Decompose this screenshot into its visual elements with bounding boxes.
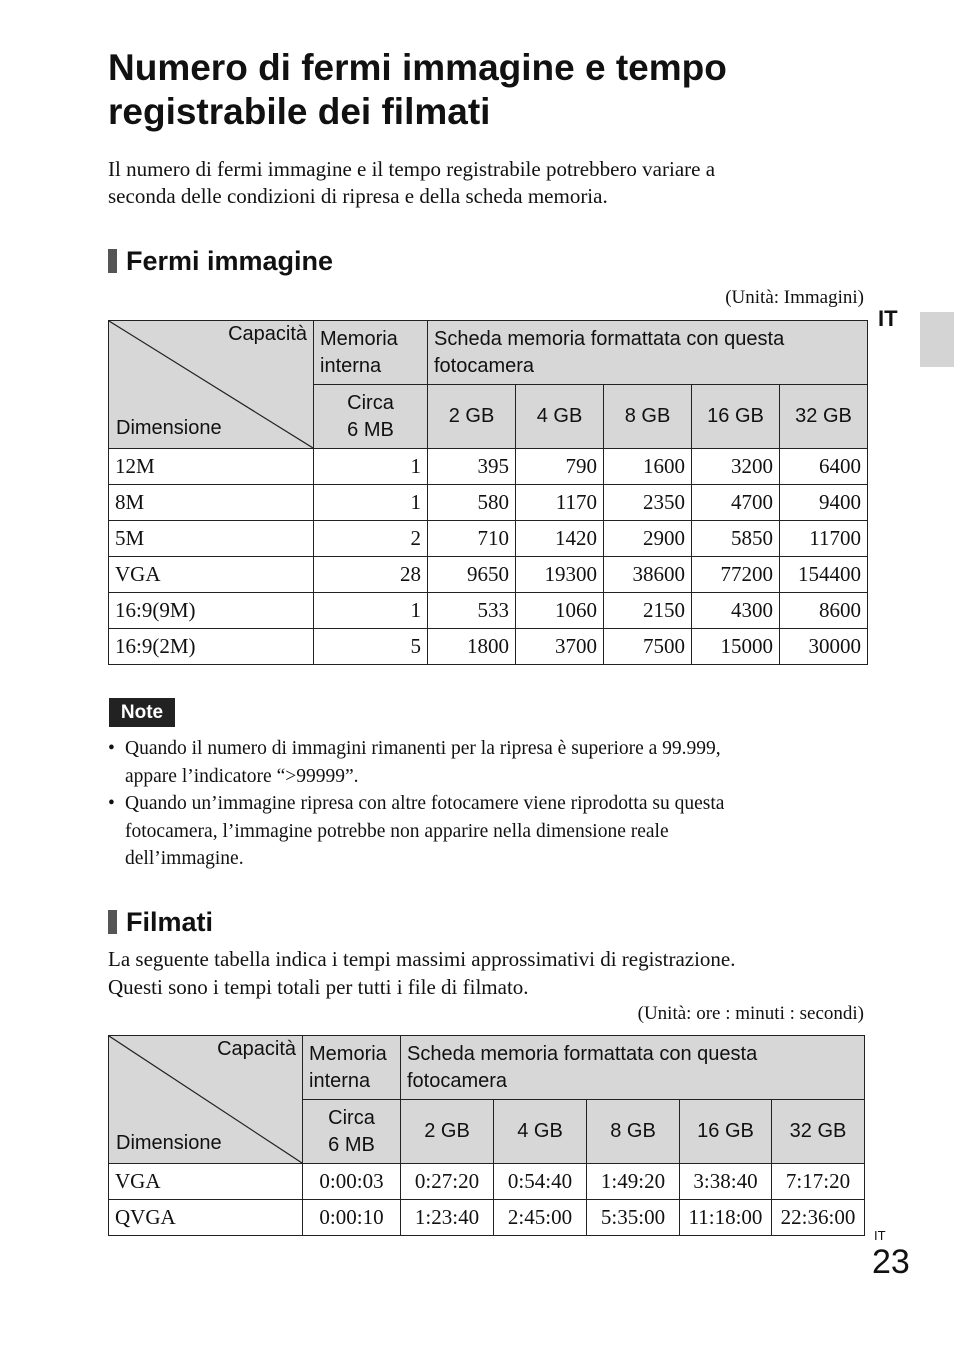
row-label: 12M bbox=[109, 449, 314, 485]
note-item: • Quando un’immagine ripresa con altre fotocamere viene riprodotta su questa fotocamera, l’immagine potrebbe non apparire nella dimensione reale dell’immagine. bbox=[108, 790, 868, 873]
table-cell: 1:23:40 bbox=[401, 1200, 494, 1236]
table-cell: 15000 bbox=[692, 629, 780, 665]
table-cell: 28 bbox=[314, 557, 428, 593]
section-heading-fermi-immagine bbox=[108, 245, 333, 277]
row-label: 16:9(2M) bbox=[109, 629, 314, 665]
row-label: VGA bbox=[109, 557, 314, 593]
table-cell: 30000 bbox=[780, 629, 868, 665]
table-cell: 3:38:40 bbox=[680, 1164, 772, 1200]
table-cell: 2150 bbox=[604, 593, 692, 629]
table-cell: 533 bbox=[428, 593, 516, 629]
table-cell: 0:54:40 bbox=[494, 1164, 587, 1200]
table-row bbox=[109, 1164, 865, 1200]
table-cell: 2:45:00 bbox=[494, 1200, 587, 1236]
page-language-marker: IT bbox=[874, 1228, 886, 1243]
still-images-table bbox=[108, 320, 868, 665]
table-cell: 1060 bbox=[516, 593, 604, 629]
internal-memory-header: Memoria interna bbox=[314, 321, 428, 385]
table-cell: 1600 bbox=[604, 449, 692, 485]
table-cell: 154400 bbox=[780, 557, 868, 593]
table-cell: 11:18:00 bbox=[680, 1200, 772, 1236]
table-cell: 1800 bbox=[428, 629, 516, 665]
table-cell: 4300 bbox=[692, 593, 780, 629]
table-row bbox=[109, 629, 868, 665]
table-cell: 0:00:03 bbox=[303, 1164, 401, 1200]
table-cell: 9650 bbox=[428, 557, 516, 593]
table-cell: 22:36:00 bbox=[772, 1200, 865, 1236]
table-cell: 0:00:10 bbox=[303, 1200, 401, 1236]
table-cell: 38600 bbox=[604, 557, 692, 593]
corner-header-cell bbox=[109, 1036, 303, 1164]
card-size-header: 32 GB bbox=[772, 1100, 865, 1164]
capacity-header: Capacità bbox=[228, 323, 307, 345]
table-row bbox=[109, 449, 868, 485]
language-label: IT bbox=[878, 306, 898, 331]
card-size-header: 16 GB bbox=[692, 385, 780, 449]
table-cell: 395 bbox=[428, 449, 516, 485]
dimension-header: Dimensione bbox=[116, 417, 222, 439]
row-label: QVGA bbox=[109, 1200, 303, 1236]
table-cell: 11700 bbox=[780, 521, 868, 557]
table-cell: 77200 bbox=[692, 557, 780, 593]
row-label: 5M bbox=[109, 521, 314, 557]
card-size-header: 2 GB bbox=[428, 385, 516, 449]
table-cell: 5:35:00 bbox=[587, 1200, 680, 1236]
language-side-tab bbox=[920, 312, 954, 367]
table-cell: 1420 bbox=[516, 521, 604, 557]
page-title-line-1: Numero di fermi immagine e tempo bbox=[108, 47, 727, 88]
internal-size-header: Circa 6 MB bbox=[314, 385, 428, 449]
internal-size-header: Circa 6 MB bbox=[303, 1100, 401, 1164]
card-size-header: 2 GB bbox=[401, 1100, 494, 1164]
table-row bbox=[109, 485, 868, 521]
table-cell: 1:49:20 bbox=[587, 1164, 680, 1200]
intro-line-1: Il numero di fermi immagine e il tempo registrabile potrebbero variare a bbox=[108, 157, 716, 181]
section-heading-text: Filmati bbox=[126, 907, 214, 937]
table-cell: 2900 bbox=[604, 521, 692, 557]
table-cell: 710 bbox=[428, 521, 516, 557]
table-cell: 7:17:20 bbox=[772, 1164, 865, 1200]
intro-line-2: seconda delle condizioni di ripresa e della scheda memoria. bbox=[108, 184, 608, 208]
units-label-time: (Unità: ore : minuti : secondi) bbox=[637, 1003, 864, 1024]
internal-memory-header: Memoria interna bbox=[303, 1036, 401, 1100]
table-row bbox=[109, 593, 868, 629]
section-heading-filmati bbox=[108, 906, 213, 938]
notes-list bbox=[108, 735, 868, 873]
table-cell: 5850 bbox=[692, 521, 780, 557]
row-label: 8M bbox=[109, 485, 314, 521]
card-size-header: 8 GB bbox=[587, 1100, 680, 1164]
table-cell: 580 bbox=[428, 485, 516, 521]
card-size-header: 16 GB bbox=[680, 1100, 772, 1164]
card-size-header: 4 GB bbox=[494, 1100, 587, 1164]
table-row bbox=[109, 521, 868, 557]
filmati-paragraph: La seguente tabella indica i tempi massimi approssimativi di registrazione. Questi sono i tempi totali per tutti i file di filmato. bbox=[108, 947, 736, 999]
table-cell: 1 bbox=[314, 485, 428, 521]
table-cell: 790 bbox=[516, 449, 604, 485]
table-cell: 0:27:20 bbox=[401, 1164, 494, 1200]
table-cell: 7500 bbox=[604, 629, 692, 665]
card-size-header: 32 GB bbox=[780, 385, 868, 449]
movies-table bbox=[108, 1035, 865, 1236]
card-size-header: 4 GB bbox=[516, 385, 604, 449]
page-number: 23 bbox=[872, 1243, 910, 1281]
capacity-header: Capacità bbox=[217, 1038, 296, 1060]
section-marker-icon bbox=[108, 910, 117, 934]
row-label: 16:9(9M) bbox=[109, 593, 314, 629]
table-cell: 3200 bbox=[692, 449, 780, 485]
page-title-line-2: registrabile dei filmati bbox=[108, 91, 491, 132]
corner-header-cell bbox=[109, 321, 314, 449]
units-label-images: (Unità: Immagini) bbox=[725, 287, 864, 308]
table-cell: 2 bbox=[314, 521, 428, 557]
page-title bbox=[108, 46, 868, 134]
dimension-header: Dimensione bbox=[116, 1132, 222, 1154]
table-cell: 1 bbox=[314, 593, 428, 629]
table-cell: 4700 bbox=[692, 485, 780, 521]
table-cell: 1 bbox=[314, 449, 428, 485]
table-cell: 2350 bbox=[604, 485, 692, 521]
card-size-header: 8 GB bbox=[604, 385, 692, 449]
memory-card-header: Scheda memoria formattata con questa fotocamera bbox=[428, 321, 868, 385]
table-cell: 3700 bbox=[516, 629, 604, 665]
intro-paragraph bbox=[108, 156, 868, 210]
table-cell: 8600 bbox=[780, 593, 868, 629]
memory-card-header: Scheda memoria formattata con questa fotocamera bbox=[401, 1036, 865, 1100]
note-badge: Note bbox=[109, 698, 175, 727]
table-cell: 1170 bbox=[516, 485, 604, 521]
section-marker-icon bbox=[108, 249, 117, 273]
table-row bbox=[109, 1200, 865, 1236]
table-cell: 19300 bbox=[516, 557, 604, 593]
row-label: VGA bbox=[109, 1164, 303, 1200]
note-item: • Quando il numero di immagini rimanenti per la ripresa è superiore a 99.999, appare l’indicatore “>99999”. bbox=[108, 735, 868, 790]
table-row bbox=[109, 557, 868, 593]
table-cell: 6400 bbox=[780, 449, 868, 485]
section-heading-text: Fermi immagine bbox=[126, 246, 334, 276]
table-cell: 5 bbox=[314, 629, 428, 665]
table-cell: 9400 bbox=[780, 485, 868, 521]
